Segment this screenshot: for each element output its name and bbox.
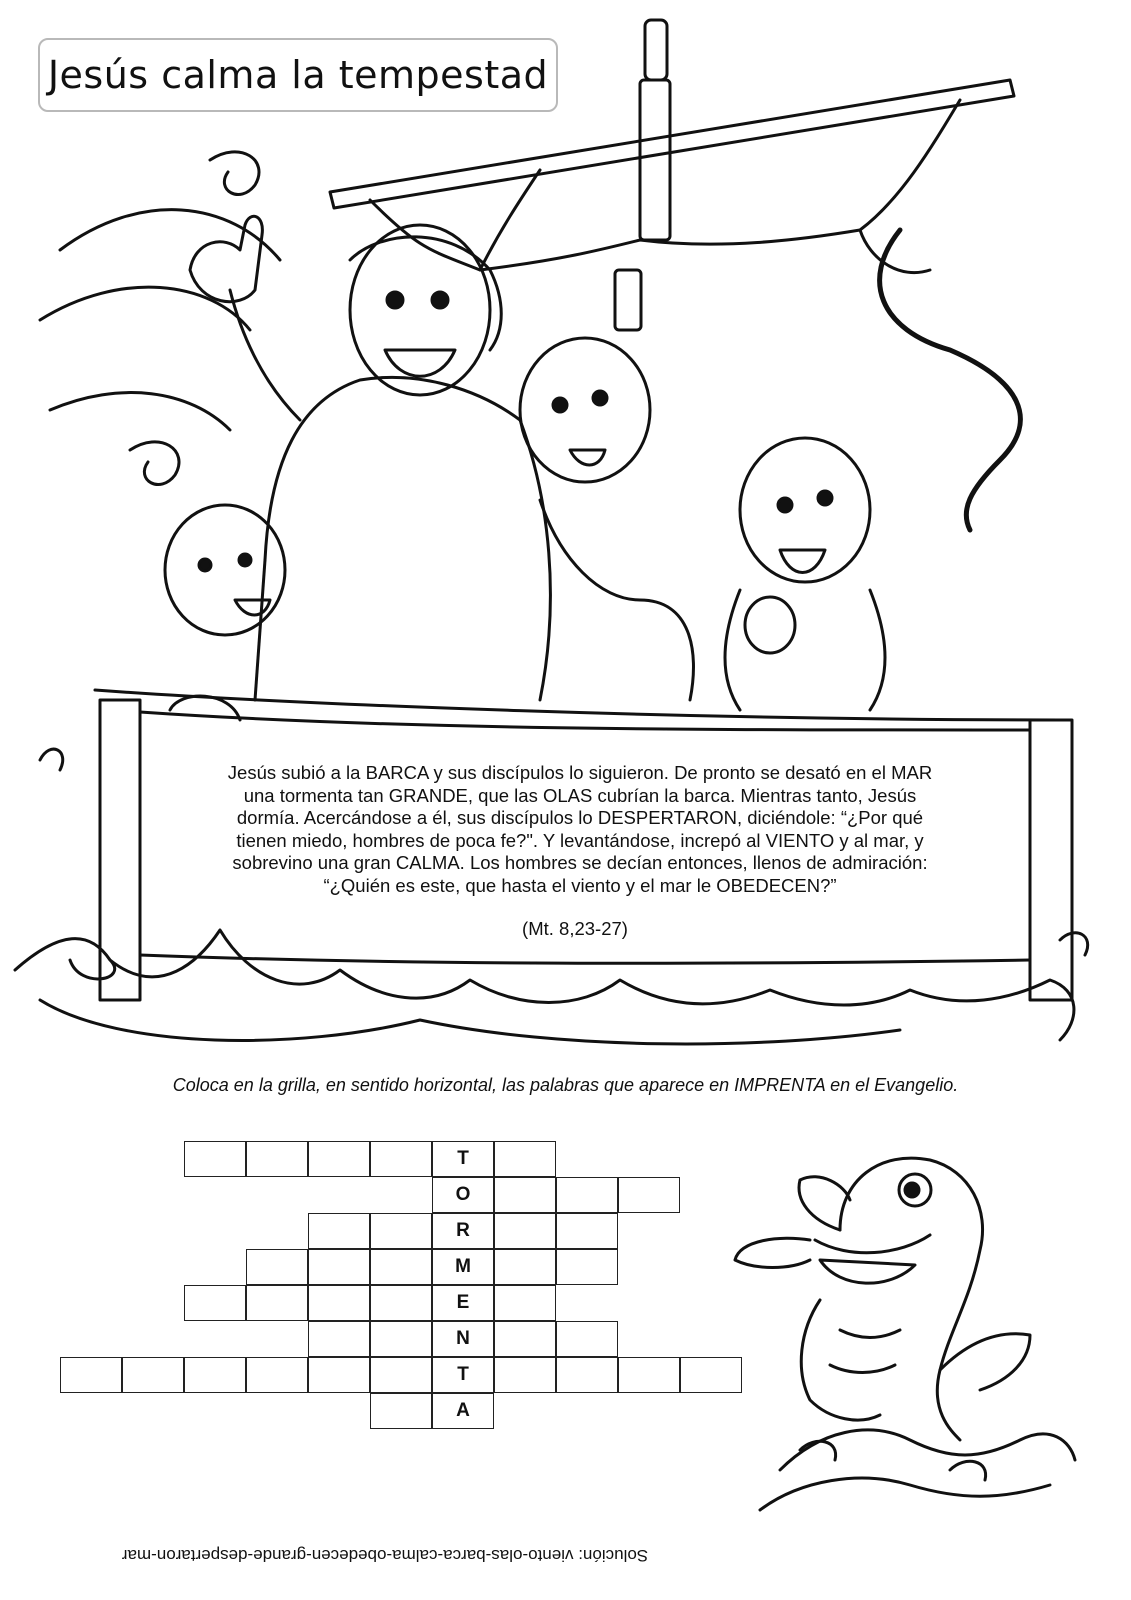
crossword-key-cell: N: [432, 1321, 494, 1357]
crossword-cell[interactable]: [370, 1285, 432, 1321]
crossword-cell[interactable]: [494, 1285, 556, 1321]
story-line: sobrevino una gran CALMA. Los hombres se decían entonces, llenos de admiración:: [232, 852, 928, 873]
crossword-key-cell: O: [432, 1177, 494, 1213]
crossword-cell[interactable]: [184, 1141, 246, 1177]
crossword-cell[interactable]: [184, 1357, 246, 1393]
crossword-cell[interactable]: [556, 1213, 618, 1249]
crossword-cell[interactable]: [308, 1357, 370, 1393]
crossword-cell[interactable]: [184, 1285, 246, 1321]
crossword-cell[interactable]: [556, 1357, 618, 1393]
solution-text: Solución: viento-olas-barca-calma-obedecen-grande-despertaron-mar: [121, 1546, 649, 1565]
crossword-cell[interactable]: [308, 1249, 370, 1285]
crossword-key-cell: E: [432, 1285, 494, 1321]
crossword-cell[interactable]: [494, 1213, 556, 1249]
crossword-cell[interactable]: [246, 1141, 308, 1177]
crossword-key-cell: T: [432, 1357, 494, 1393]
crossword-cell[interactable]: [494, 1177, 556, 1213]
crossword-cell[interactable]: [308, 1285, 370, 1321]
fish-illustration: [700, 1140, 1100, 1540]
story-line: tienen miedo, hombres de poca fe?". Y levantándose, increpó al VIENTO y al mar, y: [236, 829, 924, 851]
bible-citation: (Mt. 8,23-27): [522, 918, 628, 939]
crossword-cell[interactable]: [556, 1321, 618, 1357]
crossword-key-cell: T: [432, 1141, 494, 1177]
story-line: dormía. Acercándose a él, sus discípulos lo DESPERTARON, diciéndole: “¿Por qué: [236, 807, 924, 828]
crossword-cell[interactable]: [246, 1285, 308, 1321]
crossword-cell[interactable]: [618, 1177, 680, 1213]
crossword-cell[interactable]: [370, 1357, 432, 1393]
wind-swirl-icon: [60, 210, 280, 260]
crossword-cell[interactable]: [556, 1177, 618, 1213]
crossword-cell[interactable]: [308, 1321, 370, 1357]
crossword-cell[interactable]: [370, 1249, 432, 1285]
story-line: “¿Quién es este, que hasta el viento y el mar le OBEDECEN?”: [323, 874, 837, 896]
crossword-key-cell: R: [432, 1213, 494, 1249]
story-text: [150, 762, 1010, 897]
crossword-cell[interactable]: [370, 1213, 432, 1249]
crossword-cell[interactable]: [618, 1357, 680, 1393]
crossword-cell[interactable]: [494, 1141, 556, 1177]
page-title: Jesús calma la tempestad: [47, 53, 549, 97]
crossword-cell[interactable]: [60, 1357, 122, 1393]
crossword-cell[interactable]: [308, 1141, 370, 1177]
crossword-cell[interactable]: [122, 1357, 184, 1393]
crossword-key-cell: M: [432, 1249, 494, 1285]
crossword-cell[interactable]: [494, 1321, 556, 1357]
instruction-text: Coloca en la grilla, en sentido horizontal, las palabras que aparece en IMPRENTA en el Evangelio.: [172, 1075, 959, 1095]
crossword-cell[interactable]: [246, 1357, 308, 1393]
crossword-cell[interactable]: [308, 1213, 370, 1249]
crossword-cell[interactable]: [556, 1249, 618, 1285]
waves-shape: [15, 930, 1074, 1040]
story-line: una tormenta tan GRANDE, que las OLAS cubrían la barca. Mientras tanto, Jesús: [243, 784, 917, 806]
crossword-cell[interactable]: [494, 1249, 556, 1285]
crossword-cell[interactable]: [370, 1141, 432, 1177]
crossword-cell[interactable]: [246, 1249, 308, 1285]
crossword-cell[interactable]: [370, 1393, 432, 1429]
crossword-cell[interactable]: [370, 1321, 432, 1357]
story-line: Jesús subió a la BARCA y sus discípulos lo siguieron. De pronto se desató en el MAR: [227, 762, 933, 783]
crossword-cell[interactable]: [494, 1357, 556, 1393]
crossword-key-cell: A: [432, 1393, 494, 1429]
